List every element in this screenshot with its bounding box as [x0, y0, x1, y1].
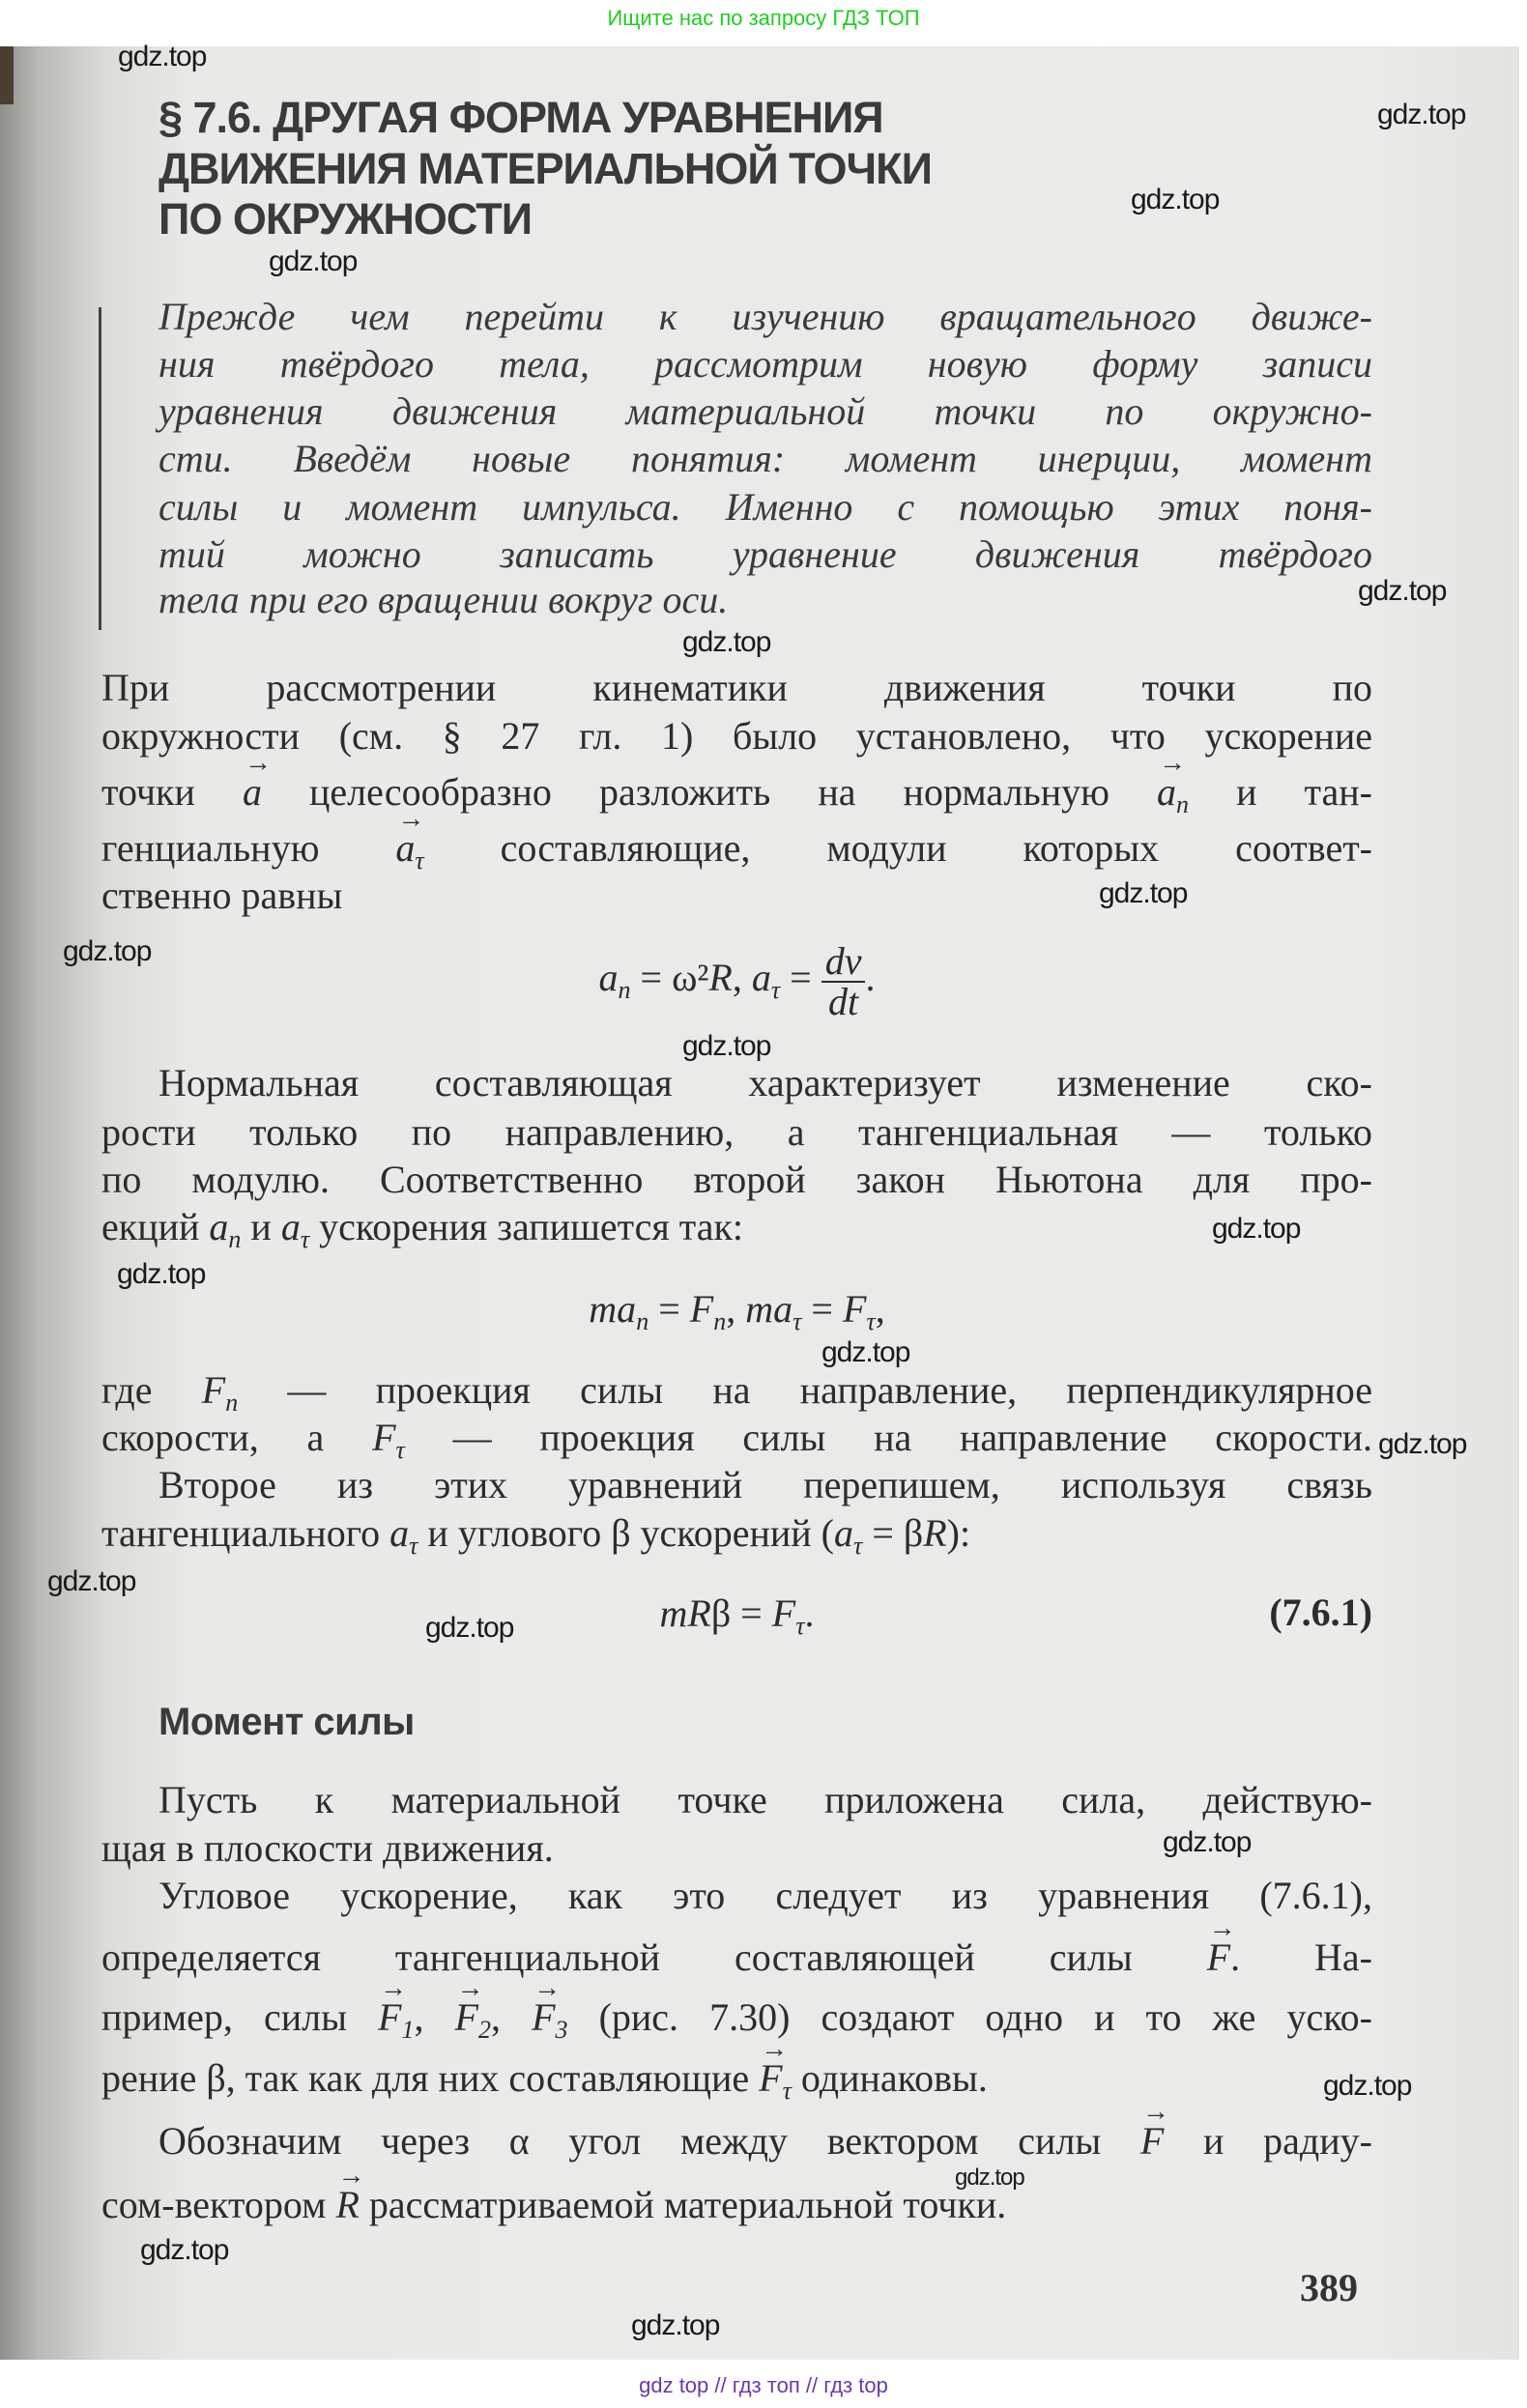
page-edge — [0, 46, 14, 104]
intro-line: тий можно записать уравнение движения твёрдого — [158, 532, 1372, 576]
watermark: gdz.top — [682, 626, 771, 658]
body-line: тангенциального $a_\tau$ и углового β ускорений $(a_\tau = \beta R)$: — [101, 1511, 971, 1560]
vector-symbol: → F — [1207, 1934, 1230, 1982]
math-symbol: $a_\tau$ — [280, 1205, 310, 1253]
body-line: екций $a_n$ и $a_\tau$ ускорения запишется так: — [101, 1205, 744, 1253]
watermark: gdz.top — [47, 1565, 136, 1597]
vector-symbol: → $a_\tau$ — [395, 824, 423, 873]
body-line: генциальную → $a_\tau$ составляющие, модули которых соответ- — [101, 824, 1372, 873]
math-symbol: $ma_n$ — [589, 1287, 649, 1335]
body-line: точки → a целесообразно разложить на нормальную → $a_n$ и тан- — [101, 768, 1372, 817]
watermark: gdz.top — [117, 1258, 206, 1290]
fraction: $\frac{dv}{dt}$ — [821, 942, 866, 1021]
watermark: gdz.top — [1212, 1213, 1301, 1245]
watermark: gdz.top — [1131, 184, 1220, 215]
watermark: gdz.top — [425, 1612, 514, 1644]
vector-symbol: → $F_2$ — [455, 1993, 491, 2042]
watermark: gdz.top — [1358, 575, 1447, 607]
math-symbol: $F_\tau$ — [771, 1591, 805, 1640]
math-symbol: $a_n$ — [598, 956, 631, 1005]
body-line: где $F_n$ — проекция силы на направление, перпендикулярное — [101, 1368, 1372, 1417]
intro-line: сти. Введём новые понятия: момент инерции, момент — [158, 437, 1372, 480]
math-symbol: R — [708, 956, 733, 1000]
watermark: gdz.top — [955, 2164, 1024, 2191]
bottom-banner[interactable]: gdz top // гдз топ // гдз top — [639, 2373, 888, 2397]
subheading: Момент силы — [158, 1701, 415, 1743]
vector-symbol: → $F_1$ — [378, 1993, 414, 2042]
body-line: ственно равны — [101, 874, 343, 917]
math-symbol: $F_n$ — [689, 1287, 727, 1335]
body-line: сом-вектором → R рассматриваемой материальной точки. — [101, 2181, 1372, 2229]
watermark: gdz.top — [63, 935, 152, 967]
watermark: gdz.top — [821, 1336, 910, 1368]
intro-margin-bar — [99, 307, 101, 630]
watermark: gdz.top — [269, 245, 358, 277]
formula: $a_n = \omega^2R$, $a_\tau$ = $\frac{dv}{dt}$ . — [598, 939, 876, 1023]
watermark: gdz.top — [118, 41, 207, 72]
watermark: gdz.top — [1099, 877, 1188, 909]
math-symbol: $F_\tau$ — [372, 1416, 405, 1464]
body-line: При рассмотрении кинематики движения точки по — [101, 666, 1372, 709]
body-line: определяется тангенциальной составляющей силы → F. На- — [101, 1934, 1372, 1982]
body-line: рение β, так как для них составляющие → $F_\tau$ одинаковы. — [101, 2054, 1372, 2103]
watermark: gdz.top — [1377, 99, 1466, 130]
vector-symbol: → a — [243, 768, 262, 817]
body-line: Обозначим через α угол между вектором силы → F и радиу- — [158, 2117, 1372, 2165]
page-number: 389 — [1300, 2266, 1358, 2309]
math-symbol: $F_n$ — [201, 1368, 239, 1417]
body-line: щая в плоскости движения. — [101, 1826, 554, 1870]
watermark: gdz.top — [1163, 1826, 1252, 1858]
math-symbol: $a_\tau$ — [834, 1511, 863, 1560]
formula: $ma_n = F_n$, $ma_\tau = F_\tau$, — [589, 1287, 885, 1335]
intro-line: ния твёрдого тела, рассмотрим новую форму записи — [158, 342, 1372, 386]
intro-line: силы и момент импульса. Именно с помощью этих поня- — [158, 485, 1372, 529]
equation-number: (7.6.1) — [1269, 1591, 1372, 1634]
intro-line: уравнения движения материальной точки по окружно- — [158, 389, 1372, 433]
vector-symbol: → $F_3$ — [532, 1993, 567, 2042]
body-line: Пусть к материальной точке приложена сила, действую- — [158, 1778, 1372, 1821]
vector-symbol: → $F_\tau$ — [759, 2054, 792, 2103]
math-symbol: $F_\tau$ — [842, 1287, 876, 1335]
vector-symbol: → F — [1140, 2117, 1164, 2165]
body-line: Угловое ускорение, как это следует из уравнения (7.6.1), — [158, 1874, 1372, 1917]
watermark: gdz.top — [631, 2309, 720, 2341]
intro-line: тела при его вращении вокруг оси. — [158, 578, 729, 621]
math-symbol: mR — [659, 1591, 711, 1635]
math-symbol: $ma_\tau$ — [745, 1287, 802, 1335]
body-line: окружности (см. § 27 гл. 1) было установлено, что ускорение — [101, 714, 1372, 758]
math-symbol: R — [923, 1511, 947, 1555]
top-banner[interactable]: Ищите нас по запросу ГДЗ ТОП — [607, 6, 920, 30]
vector-symbol: → $a_n$ — [1157, 768, 1189, 817]
intro-line: Прежде чем перейти к изучению вращательного движе- — [158, 295, 1372, 338]
watermark: gdz.top — [140, 2234, 229, 2266]
body-line: скорости, а $F_\tau$ — проекция силы на направление скорости. — [101, 1416, 1372, 1464]
body-line: Второе из этих уравнений перепишем, используя связь — [158, 1463, 1372, 1506]
math-symbol: $a_\tau$ — [389, 1511, 418, 1560]
section-title-line-2: ДВИЖЕНИЯ МАТЕРИАЛЬНОЙ ТОЧКИ — [158, 144, 932, 193]
formula: $mR\beta = F_\tau$. — [659, 1591, 815, 1640]
vector-symbol: → R — [335, 2181, 359, 2229]
body-line: рости только по направлению, а тангенциальная — только — [101, 1110, 1372, 1154]
math-symbol: $a_\tau$ — [751, 956, 781, 1005]
section-title-line-1: § 7.6. ДРУГАЯ ФОРМА УРАВНЕНИЯ — [158, 93, 883, 142]
watermark: gdz.top — [1378, 1428, 1467, 1460]
math-symbol: $a_n$ — [209, 1205, 242, 1253]
watermark: gdz.top — [1323, 2070, 1412, 2102]
body-line: Нормальная составляющая характеризует изменение ско- — [158, 1061, 1372, 1104]
body-line: пример, силы → $F_1$, → $F_2$, → $F_3$ (рис. 7.30) создают одно и то же уско- — [101, 1993, 1372, 2042]
watermark: gdz.top — [682, 1030, 771, 1062]
section-title-line-3: ПО ОКРУЖНОСТИ — [158, 194, 533, 244]
body-line: по модулю. Соответственно второй закон Ньютона для про- — [101, 1158, 1372, 1201]
